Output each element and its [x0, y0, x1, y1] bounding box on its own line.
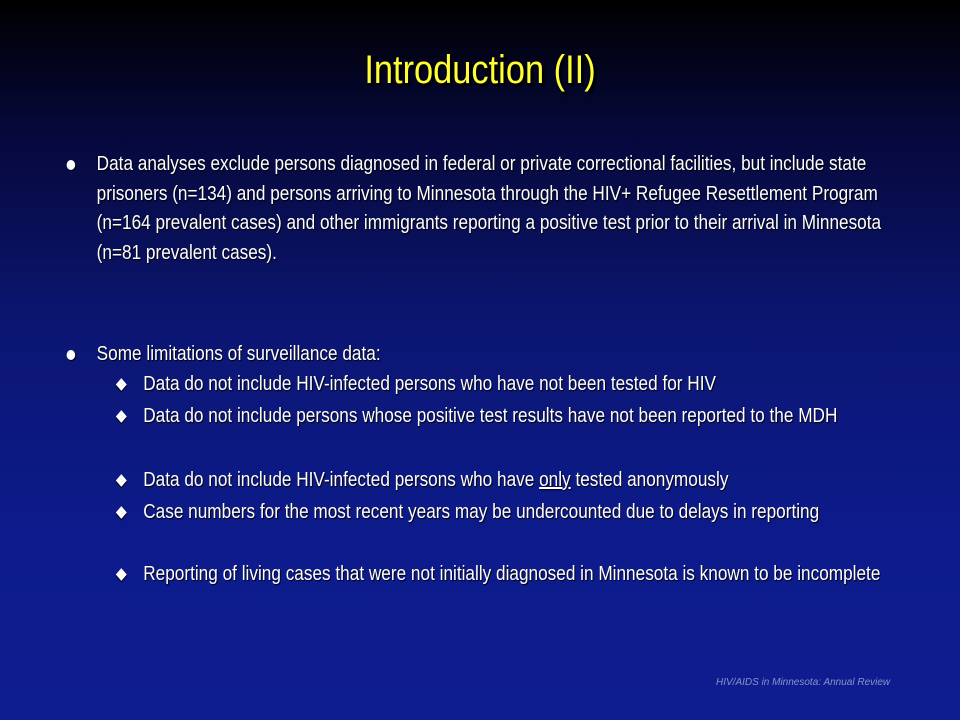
sub-bullet-item: [114, 406, 943, 427]
sub-bullet-item: [114, 564, 943, 585]
sub-bullet-text-start: Data do not include HIV-infected persons who have: [143, 469, 540, 491]
sub-bullet-text: Data do not include HIV-infected persons who have not been tested for HIV: [143, 373, 716, 395]
slide-title: Introduction (II): [364, 48, 596, 92]
diamond-bullet-icon: [116, 568, 127, 581]
sub-bullet-item: [114, 502, 943, 523]
sub-bullet-item: [114, 374, 943, 395]
bullet-text: Some limitations of surveillance data:: [96, 343, 381, 365]
slide-footer: HIV/AIDS in Minnesota: Annual Review: [716, 677, 891, 688]
sub-bullet-text: Case numbers for the most recent years may be undercounted due to delays in reporting: [143, 501, 820, 523]
diamond-bullet-icon: [116, 506, 127, 519]
emphasis-only: only: [539, 469, 571, 491]
bullet-dot-icon: [67, 350, 76, 360]
sub-bullet-text: Data do not include persons whose positive test results have not been reported to the MDH: [143, 405, 838, 427]
diamond-bullet-icon: [116, 410, 127, 423]
bullet-item-exclusions: [64, 150, 896, 268]
bullet-text: Data analyses exclude persons diagnosed in federal or private correctional facilities, but include state prisoners (n=134) and persons arriving to Minnesota through the HIV+ Refugee Resettlement Program (n=164 prevalent cases) and other immigrants reporting a positive test prior to their arrival in Minnesota (n=81 prevalent cases).: [96, 153, 882, 264]
bullet-item-limitations: [64, 340, 896, 370]
sub-bullet-text: Reporting of living cases that were not initially diagnosed in Minnesota is known to be incomplete: [143, 563, 881, 585]
sub-bullet-text-end: tested anonymously: [570, 469, 729, 491]
sub-bullet-item: [114, 470, 943, 491]
diamond-bullet-icon: [116, 378, 127, 391]
bullet-dot-icon: [67, 160, 76, 170]
diamond-bullet-icon: [116, 474, 127, 487]
